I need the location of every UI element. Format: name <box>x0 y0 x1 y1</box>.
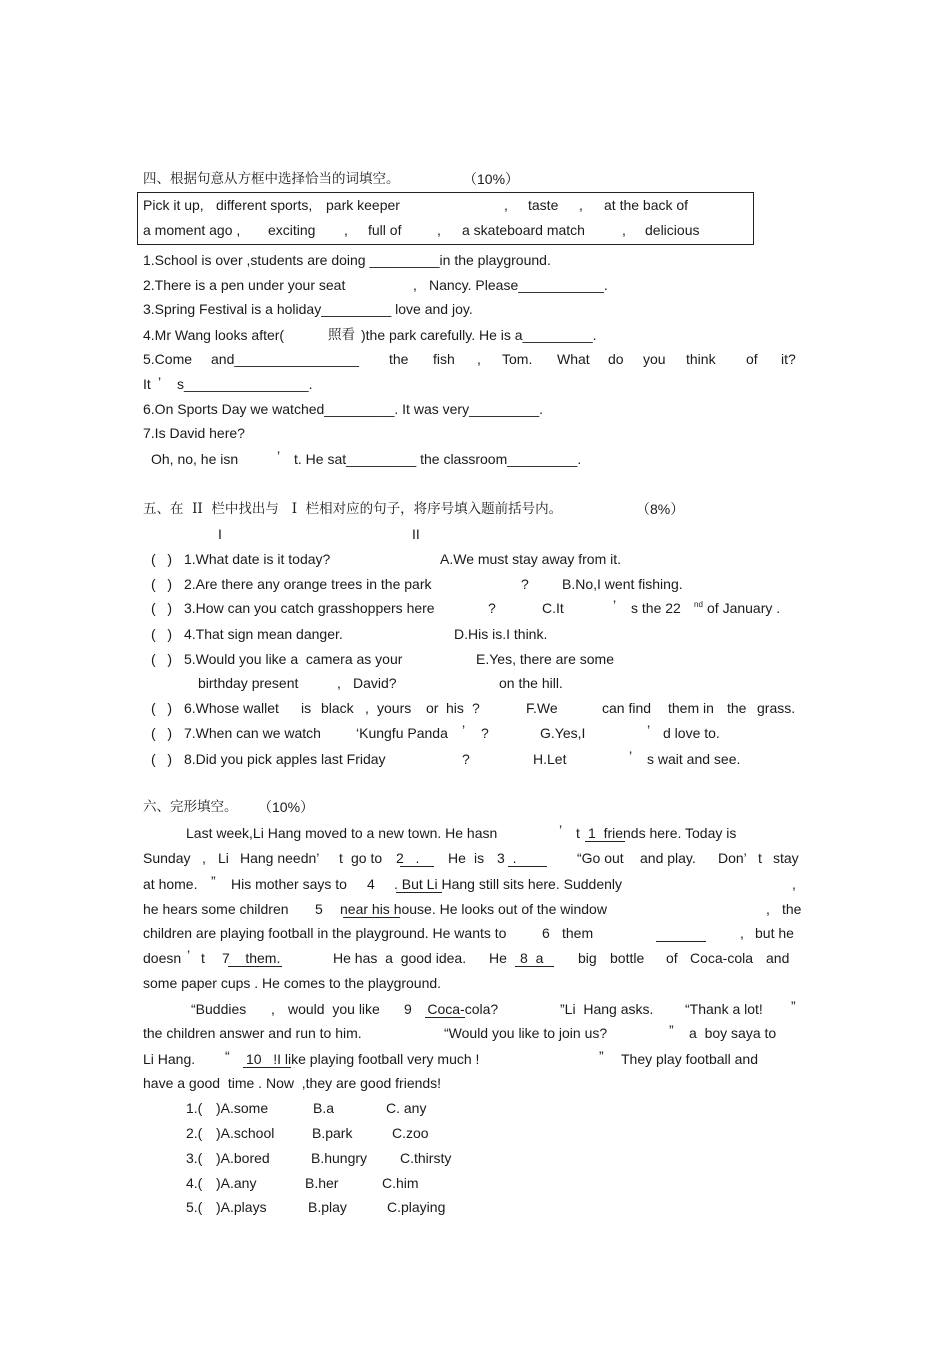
passage-word: go to <box>351 850 383 866</box>
passage-text: would you like <box>288 1001 380 1017</box>
word-box-sep: , <box>504 197 508 213</box>
answer-paren[interactable]: ( ) <box>151 626 172 642</box>
passage-text: 1 friends here. Today is <box>588 825 737 841</box>
question-2: 2.There is a pen under your seat <box>143 277 346 293</box>
question-7-apos: ’ <box>277 448 281 464</box>
question-5-word: ’ <box>158 374 162 390</box>
passage-text: big <box>578 950 597 966</box>
match-question: 5.Would you like a camera as your <box>184 651 403 667</box>
match-question: birthday present <box>198 675 299 691</box>
answer-paren[interactable]: ( ) <box>151 551 172 567</box>
match-answer-word: them in <box>668 700 714 716</box>
superscript-nd: nd <box>694 600 703 609</box>
passage-text: “Buddies <box>191 1001 247 1017</box>
match-answer: of January . <box>707 600 781 616</box>
answer-paren[interactable]: ( ) <box>151 600 172 616</box>
passage-text: 6 <box>542 925 550 941</box>
section-5-title: 五、在 II 栏中找出与 I 栏相对应的句子，将序号填入题前括号内。 <box>143 501 563 517</box>
passage-text: “ <box>225 1048 230 1064</box>
option-c[interactable]: C.thirsty <box>400 1150 452 1166</box>
match-question-word: 6.Whose wallet <box>184 700 279 716</box>
passage-word: 2 . <box>396 850 420 866</box>
passage-text: near his house. He looks out of the window <box>340 901 607 917</box>
passage-text: them <box>562 925 594 941</box>
answer-paren[interactable]: ( ) <box>151 576 172 592</box>
match-answer-sup <box>694 600 703 619</box>
word-box-sep: , <box>622 222 626 238</box>
option-b[interactable]: B.park <box>312 1125 353 1141</box>
question-5-word: the <box>389 351 409 367</box>
passage-word: Hang needn’ <box>240 850 320 866</box>
match-answer-apos: ’ <box>629 748 633 764</box>
question-5-word: It <box>143 376 151 392</box>
question-mark: ? <box>462 751 470 767</box>
passage-text: t <box>576 825 580 841</box>
passage-word: t <box>758 850 762 866</box>
word-box-sep: , <box>437 222 441 238</box>
match-answer: E.Yes, there are some <box>476 651 615 667</box>
blank-5-underline <box>343 917 400 918</box>
match-question: ’ <box>462 722 466 738</box>
section-6-title: 六、完形填空。 <box>143 799 238 815</box>
passage-text: ” <box>669 1022 674 1038</box>
word-box-item: exciting <box>268 222 316 238</box>
passage-text: 10 !I like playing football very much ! <box>246 1051 480 1067</box>
match-question: 2.Are there any orange trees in the park <box>184 576 432 592</box>
question-5-word: it? <box>781 351 796 367</box>
option-c[interactable]: C.zoo <box>392 1125 429 1141</box>
question-3: 3.Spring Festival is a holiday_________ love and joy. <box>143 301 473 317</box>
match-answer: C.It <box>542 600 564 616</box>
match-answer: A.We must stay away from it. <box>440 551 622 567</box>
match-answer: H.Let <box>533 751 567 767</box>
question-5-word: you <box>643 351 666 367</box>
option-b[interactable]: B.hungry <box>311 1150 368 1166</box>
match-answer: D.His is.I think. <box>454 626 548 642</box>
passage-text: ”Li Hang asks. <box>560 1001 654 1017</box>
match-question: 1.What date is it today? <box>184 551 331 567</box>
question-1: 1.School is over ,students are doing _________in the playground. <box>143 252 551 268</box>
column-1-label: I <box>218 526 222 542</box>
passage-word: Sunday <box>143 850 191 866</box>
passage-word: t <box>339 850 343 866</box>
blank-3-underline <box>508 866 547 867</box>
passage-text: He has a good idea. <box>333 950 467 966</box>
passage-word: Li <box>218 850 229 866</box>
word-box-item: full of <box>368 222 402 238</box>
passage-text: 7 them. <box>222 950 281 966</box>
blank-4-underline <box>396 892 442 893</box>
match-answer: s the 22 <box>631 600 681 616</box>
match-answer: on the hill. <box>499 675 563 691</box>
option-a[interactable]: )A.school <box>216 1125 275 1141</box>
match-question-word: yours <box>377 700 412 716</box>
match-question: David? <box>353 675 397 691</box>
question-4-hint: 照看 <box>328 327 355 343</box>
word-box-sep: , <box>579 197 583 213</box>
passage-text: 5 <box>315 901 323 917</box>
option-a[interactable]: )A.bored <box>216 1150 270 1166</box>
question-5-word: and________________ <box>211 351 359 367</box>
question-7: 7.Is David here? <box>143 425 245 441</box>
passage-text: , <box>740 925 744 941</box>
option-number: 3.( <box>186 1150 203 1166</box>
question-4-tail: )the park carefully. He is a_________. <box>361 327 597 343</box>
passage-text: Last week,Li Hang moved to a new town. He hasn <box>186 825 498 841</box>
match-question-word: his <box>446 700 464 716</box>
passage-text: ’ <box>559 822 563 838</box>
word-box-item: taste <box>528 197 559 213</box>
passage-text: but he <box>755 925 794 941</box>
section-4-title: 四、根据句意从方框中选择恰当的词填空。 <box>143 171 400 187</box>
match-question-word: ? <box>472 700 480 716</box>
question-5-word: think <box>686 351 716 367</box>
passage-text: the children answer and run to him. <box>143 1025 362 1041</box>
match-question-word: is <box>301 700 312 716</box>
section-6-score: （10%） <box>258 799 315 815</box>
passage-text: Li Hang. <box>143 1051 196 1067</box>
option-number: 4.( <box>186 1175 203 1191</box>
question-5-word: 5.Come <box>143 351 193 367</box>
question-5-word: do <box>608 351 624 367</box>
passage-text: a boy saya to <box>689 1025 777 1041</box>
passage-text: doesn <box>143 950 182 966</box>
match-question: 4.That sign mean danger. <box>184 626 343 642</box>
question-2-comma: , <box>413 277 417 293</box>
question-5-word: of <box>746 351 758 367</box>
passage-text: , <box>271 1001 275 1017</box>
passage-word: Don’ <box>718 850 747 866</box>
passage-text: He <box>489 950 507 966</box>
passage-word: 3 . <box>497 850 517 866</box>
passage-text: , <box>766 901 770 917</box>
blank-7-underline <box>228 966 282 967</box>
match-answer: B.No,I went fishing. <box>562 576 683 592</box>
blank-8-underline <box>515 966 554 967</box>
match-question: 8.Did you pick apples last Friday <box>184 751 386 767</box>
word-box-item: park keeper <box>326 197 400 213</box>
passage-text: “Would you like to join us? <box>444 1025 608 1041</box>
question-6: 6.On Sports Day we watched_________. It was very_________. <box>143 401 544 417</box>
passage-text: and <box>766 950 790 966</box>
match-question: ? <box>481 725 489 741</box>
passage-text: , <box>792 876 796 892</box>
passage-word: and play. <box>640 850 696 866</box>
word-box-item: a moment ago , <box>143 222 241 238</box>
match-answer: s wait and see. <box>647 751 741 767</box>
question-5-word: fish <box>433 351 455 367</box>
passage-word: stay <box>773 850 799 866</box>
answer-paren[interactable]: ( ) <box>151 751 172 767</box>
match-question-word: or <box>426 700 439 716</box>
question-7-tail: t. He sat_________ the classroom_________. <box>294 451 582 467</box>
passage-text: They play football and <box>621 1051 758 1067</box>
passage-text: he hears some children <box>143 901 289 917</box>
section-5-score: （8%） <box>636 501 685 517</box>
passage-text: the <box>782 901 802 917</box>
passage-text: at home. <box>143 876 198 892</box>
match-answer: d love to. <box>663 725 720 741</box>
passage-text: His mother says to <box>231 876 347 892</box>
match-question: 3.How can you catch grasshoppers here <box>184 600 435 616</box>
option-c[interactable]: C.playing <box>387 1199 446 1215</box>
question-5-word: , <box>477 351 481 367</box>
passage-text: of <box>666 950 678 966</box>
passage-text: t <box>201 950 205 966</box>
word-box-item: Pick it up, <box>143 197 204 213</box>
passage-text: have a good time . Now ,they are good friends! <box>143 1075 442 1091</box>
option-number: 5.( <box>186 1199 203 1215</box>
option-b[interactable]: B.her <box>305 1175 339 1191</box>
answer-paren[interactable]: ( ) <box>151 651 172 667</box>
word-box-item: a skateboard match <box>462 222 585 238</box>
passage-word: “Go out <box>577 850 624 866</box>
passage-text: 8 a <box>520 950 544 966</box>
match-answer-word: F.We <box>526 700 558 716</box>
word-box-sep: , <box>344 222 348 238</box>
match-question-word: , <box>365 700 369 716</box>
question-5-word: Tom. <box>502 351 533 367</box>
word-box-item: different sports, <box>216 197 313 213</box>
question-mark: ? <box>488 600 496 616</box>
answer-paren[interactable]: ( ) <box>151 700 172 716</box>
question-mark: ? <box>521 576 529 592</box>
option-b[interactable]: B.a <box>313 1100 335 1116</box>
passage-word: He <box>448 850 466 866</box>
match-question: 7.When can we watch <box>184 725 321 741</box>
passage-word: is <box>474 850 485 866</box>
passage-text: “Thank a lot! <box>685 1001 763 1017</box>
passage-text: ” <box>599 1048 604 1064</box>
word-box-item: at the back of <box>604 197 689 213</box>
answer-paren[interactable]: ( ) <box>151 725 172 741</box>
section-4-score: （10%） <box>463 171 520 187</box>
blank-6-underline <box>656 941 706 942</box>
column-2-label: II <box>412 526 420 542</box>
option-b[interactable]: B.play <box>308 1199 347 1215</box>
blank-1-underline <box>585 841 625 842</box>
passage-word: , <box>202 850 206 866</box>
passage-text: ’ <box>187 947 191 963</box>
option-a[interactable]: )A.plays <box>216 1199 267 1215</box>
question-5-word: s________________. <box>177 376 313 392</box>
option-a[interactable]: )A.any <box>216 1175 257 1191</box>
option-c[interactable]: C. any <box>386 1100 427 1116</box>
match-answer-apos: ’ <box>613 597 617 613</box>
option-a[interactable]: )A.some <box>216 1100 269 1116</box>
passage-text: 4 <box>367 876 375 892</box>
question-2-tail: Nancy. Please___________. <box>429 277 608 293</box>
passage-text: children are playing football in the playground. He wants to <box>143 925 507 941</box>
passage-text: ” <box>791 998 796 1014</box>
option-number: 2.( <box>186 1125 203 1141</box>
blank-9-underline <box>425 1017 465 1018</box>
match-question-word: black <box>321 700 354 716</box>
passage-text: some paper cups . He comes to the playground. <box>143 975 442 991</box>
question-7-answer: Oh, no, he isn <box>151 451 239 467</box>
match-answer-word: the <box>727 700 747 716</box>
option-c[interactable]: C.him <box>382 1175 419 1191</box>
blank-10-underline <box>243 1067 291 1068</box>
passage-text: . But Li Hang still sits here. Suddenly <box>394 876 623 892</box>
match-answer: G.Yes,I <box>540 725 586 741</box>
match-question: ‘Kungfu Panda <box>356 725 448 741</box>
question-5-word: What <box>557 351 590 367</box>
question-4: 4.Mr Wang looks after( <box>143 327 285 343</box>
match-answer-word: can find <box>602 700 652 716</box>
match-answer-apos: ’ <box>647 722 651 738</box>
passage-text: bottle <box>610 950 645 966</box>
option-number: 1.( <box>186 1100 203 1116</box>
match-question: , <box>337 675 341 691</box>
passage-text: 9 Coca-cola? <box>404 1001 499 1017</box>
passage-text: Coca-cola <box>690 950 754 966</box>
match-answer-word: grass. <box>757 700 796 716</box>
word-box-item: delicious <box>645 222 700 238</box>
passage-text: ” <box>211 873 216 889</box>
blank-2-underline <box>400 866 434 867</box>
